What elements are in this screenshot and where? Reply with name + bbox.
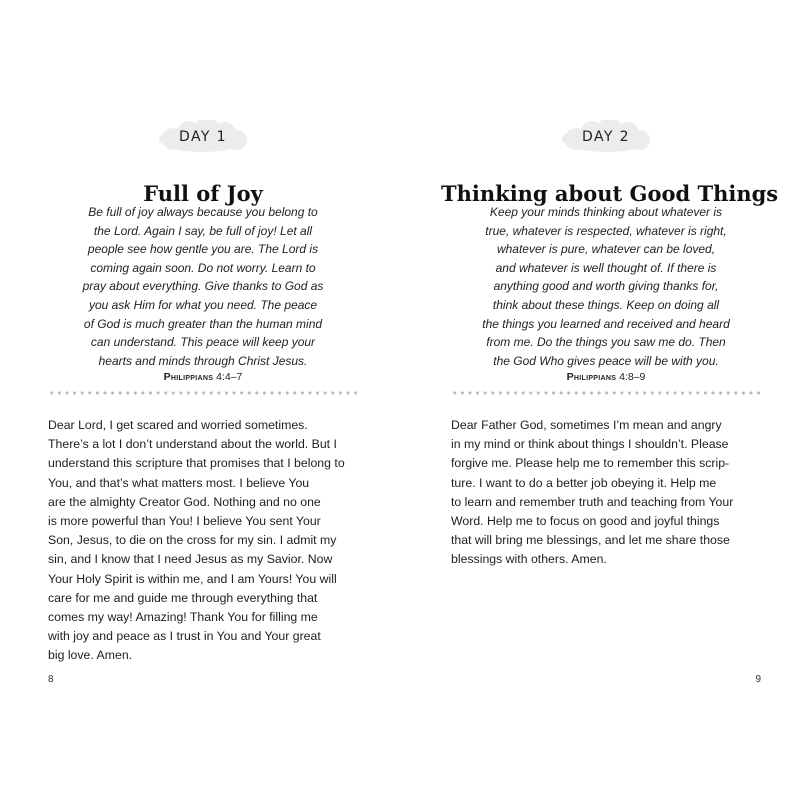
- verse-line: hearts and minds through Christ Jesus.: [98, 353, 308, 368]
- dotted-divider: [451, 390, 761, 396]
- prayer-line: blessings with others. Amen.: [451, 552, 607, 567]
- prayer-line: care for me and guide me through everything that: [48, 590, 318, 605]
- prayer-line: with joy and peace as I trust in You and Your great: [48, 629, 321, 644]
- verse-line: coming again soon. Do not worry. Learn to: [90, 260, 316, 275]
- verse-line: can understand. This peace will keep your: [90, 335, 316, 350]
- day-label: DAY 2: [582, 129, 630, 145]
- verse-line: Keep your minds thinking about whatever is: [489, 205, 723, 219]
- day-label: DAY 1: [179, 129, 227, 145]
- page-number: 9: [755, 674, 761, 685]
- verse-line: and whatever is well thought of. If there is: [495, 260, 717, 275]
- scripture-passage: [451, 203, 761, 370]
- prayer-text: [48, 416, 358, 666]
- verse-line: anything good and worth giving thanks for,: [493, 279, 719, 294]
- prayer-line: ture. I want to do a better job obeying it. Help me: [451, 475, 717, 490]
- reference-book: Philippians: [163, 371, 214, 383]
- prayer-line: Dear Lord, I get scared and worried sometimes.: [48, 418, 308, 432]
- prayer-line: understand this scripture that promises that I belong to: [48, 456, 345, 471]
- verse-line: think about these things. Keep on doing all: [492, 297, 720, 312]
- scripture-reference: [48, 371, 358, 383]
- verse-line: true, whatever is respected, whatever is right,: [485, 223, 727, 238]
- scripture-passage: [48, 203, 358, 370]
- reference-book: Philippians: [566, 371, 617, 383]
- prayer-text: [451, 416, 761, 570]
- verse-line: of God is much greater than the human mind: [83, 316, 323, 331]
- dotted-divider: [48, 390, 358, 396]
- reference-chapter: 4:4–7: [216, 371, 243, 383]
- scripture-reference: [451, 371, 761, 383]
- day-badge: [48, 120, 358, 154]
- verse-line: the Lord. Again I say, be full of joy! Let all: [93, 223, 313, 238]
- prayer-line: Your Holy Spirit is within me, and I am Yours! You will: [48, 571, 337, 586]
- prayer-line: forgive me. Please help me to remember this scrip-: [451, 456, 730, 471]
- prayer-line: are the almighty Creator God. Nothing and no one: [48, 494, 321, 509]
- verse-line: you ask Him for what you need. The peace: [88, 297, 318, 312]
- verse-line: Be full of joy always because you belong to: [88, 205, 318, 219]
- page-number: 8: [48, 674, 54, 685]
- verse-line: people see how gentle you are. The Lord is: [87, 242, 319, 257]
- verse-line: the God Who gives peace will be with you.: [493, 353, 719, 368]
- prayer-line: to learn and remember truth and teaching from Your: [451, 494, 734, 509]
- left-page: [48, 0, 358, 800]
- reference-chapter: 4:8–9: [619, 371, 646, 383]
- verse-line: the things you learned and received and heard: [482, 316, 730, 331]
- prayer-line: sin, and I know that I need Jesus as my Savior. Now: [48, 552, 333, 567]
- prayer-line: You, and that’s what matters most. I believe You: [48, 475, 310, 490]
- devotion-title: Thinking about Good Things: [441, 181, 779, 207]
- prayer-line: Dear Father God, sometimes I’m mean and angry: [451, 418, 722, 432]
- prayer-line: that will bring me blessings, and let me share those: [451, 533, 730, 548]
- verse-line: from me. Do the things you saw me do. Then: [486, 335, 726, 350]
- day-badge: [451, 120, 761, 154]
- prayer-line: There’s a lot I don’t understand about the world. But I: [48, 437, 337, 452]
- prayer-line: Son, Jesus, to die on the cross for my sin. I admit my: [48, 533, 337, 548]
- prayer-line: Word. Help me to focus on good and joyful things: [451, 514, 720, 529]
- devotion-title: Full of Joy: [143, 181, 263, 207]
- prayer-line: comes my way! Amazing! Thank You for filling me: [48, 610, 318, 625]
- prayer-line: is more powerful than You! I believe You sent Your: [48, 514, 321, 529]
- prayer-line: in my mind or think about things I shouldn’t. Please: [451, 437, 729, 452]
- right-page: [441, 0, 779, 800]
- verse-line: whatever is pure, whatever can be loved,: [496, 242, 716, 257]
- verse-line: pray about everything. Give thanks to God as: [82, 279, 324, 294]
- prayer-line: big love. Amen.: [48, 648, 133, 663]
